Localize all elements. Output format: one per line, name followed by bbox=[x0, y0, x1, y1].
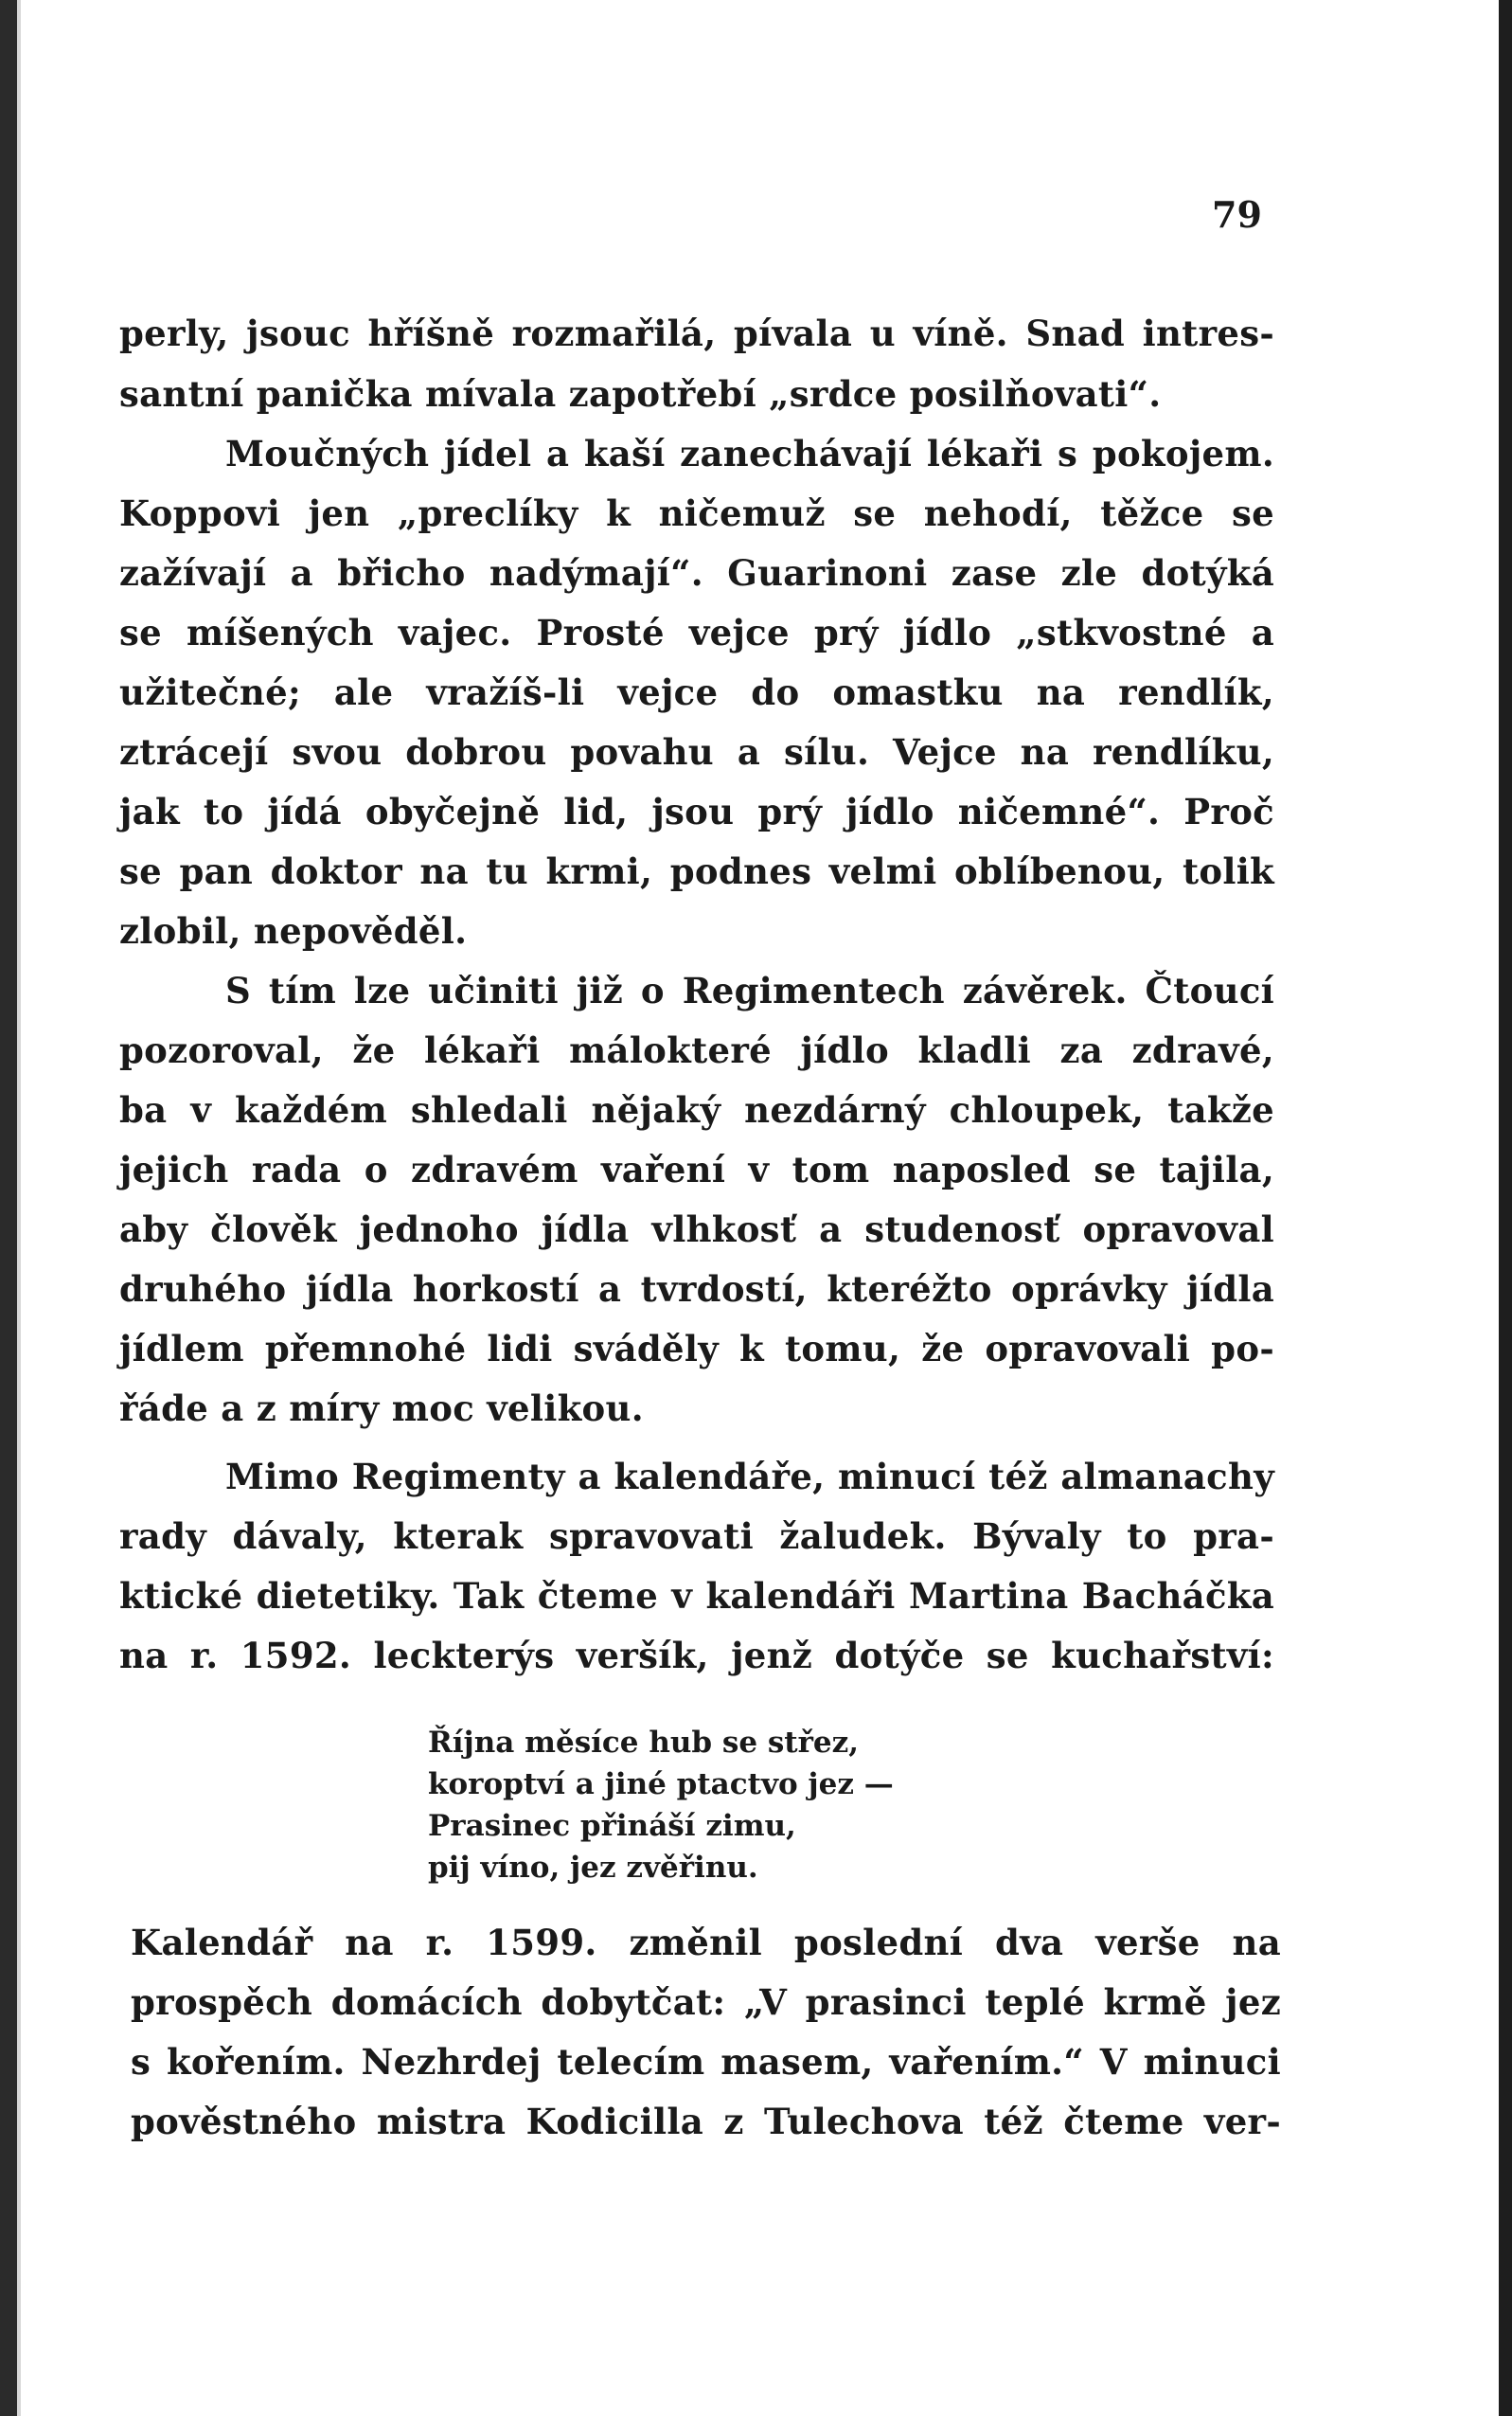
page-number: 79 bbox=[1212, 193, 1262, 236]
text-line: s kořením. Nezhrdej telecím masem, vařením.“ V minuci bbox=[131, 2041, 1281, 2083]
poem-line: pij víno, jez zvěřinu. bbox=[428, 1851, 758, 1885]
text-line: na r. 1592. leckterýs veršík, jenž dotýče se kuchařství: bbox=[119, 1635, 1274, 1676]
poem-line: Prasinec přináší zimu, bbox=[428, 1809, 796, 1843]
text-line: řáde a z míry moc velikou. bbox=[119, 1387, 644, 1429]
scan-left-edge bbox=[0, 0, 17, 2416]
text-line: santní panička mívala zapotřebí „srdce posilňovati“. bbox=[119, 373, 1162, 415]
text-line: S tím lze učiniti již o Regimentech závěrek. Čtoucí bbox=[225, 970, 1274, 1011]
text-line: ztrácejí svou dobrou povahu a sílu. Vejce na rendlíku, bbox=[119, 731, 1274, 773]
text-line: aby člověk jednoho jídla vlhkosť a studenosť opravoval bbox=[119, 1208, 1274, 1250]
text-line: prospěch domácích dobytčat: „V prasinci teplé krmě jez bbox=[131, 1981, 1281, 2023]
text-line: rady dávaly, kterak spravovati žaludek. Bývaly to pra- bbox=[119, 1515, 1274, 1557]
text-line: ba v každém shledali nějaký nezdárný chloupek, takže bbox=[119, 1089, 1274, 1131]
text-line: Koppovi jen „preclíky k ničemuž se nehodí, těžce se bbox=[119, 492, 1274, 534]
poem-line: koroptví a jiné ptactvo jez — bbox=[428, 1767, 894, 1801]
text-line: jak to jídá obyčejně lid, jsou prý jídlo ničemné“. Proč bbox=[119, 791, 1274, 832]
text-line: zlobil, nepověděl. bbox=[119, 910, 468, 952]
text-line: pozoroval, že lékaři málokteré jídlo kladli za zdravé, bbox=[119, 1029, 1274, 1071]
text-line: pověstného mistra Kodicilla z Tulechova též čteme ver- bbox=[131, 2101, 1281, 2142]
text-line: se pan doktor na tu krmi, podnes velmi oblíbenou, tolik bbox=[119, 850, 1274, 892]
text-line: Mimo Regimenty a kalendáře, minucí též almanachy bbox=[225, 1456, 1274, 1497]
text-line: užitečné; ale vražíš-li vejce do omastku na rendlík, bbox=[119, 671, 1274, 713]
text-line: se míšených vajec. Prosté vejce prý jídlo „stkvostné a bbox=[119, 612, 1274, 653]
text-line: perly, jsouc hříšně rozmařilá, pívala u víně. Snad intres- bbox=[119, 313, 1274, 354]
scan-left-margin bbox=[17, 0, 21, 2416]
text-line: jídlem přemnohé lidi sváděly k tomu, že opravovali po- bbox=[119, 1328, 1274, 1369]
poem-line: Října měsíce hub se střez, bbox=[428, 1726, 860, 1760]
text-line: druhého jídla horkostí a tvrdostí, kteréžto oprávky jídla bbox=[119, 1268, 1274, 1310]
text-line: zažívají a břicho nadýmají“. Guarinoni zase zle dotýká bbox=[119, 552, 1274, 594]
text-line: ktické dietetiky. Tak čteme v kalendáři Martina Bacháčka bbox=[119, 1575, 1274, 1617]
text-line: Moučných jídel a kaší zanechávají lékaři s pokojem. bbox=[225, 433, 1274, 474]
text-line: Kalendář na r. 1599. změnil poslední dva verše na bbox=[131, 1922, 1281, 1963]
scan-right-edge bbox=[1499, 0, 1512, 2416]
text-line: jejich rada o zdravém vaření v tom naposled se tajila, bbox=[119, 1149, 1274, 1190]
